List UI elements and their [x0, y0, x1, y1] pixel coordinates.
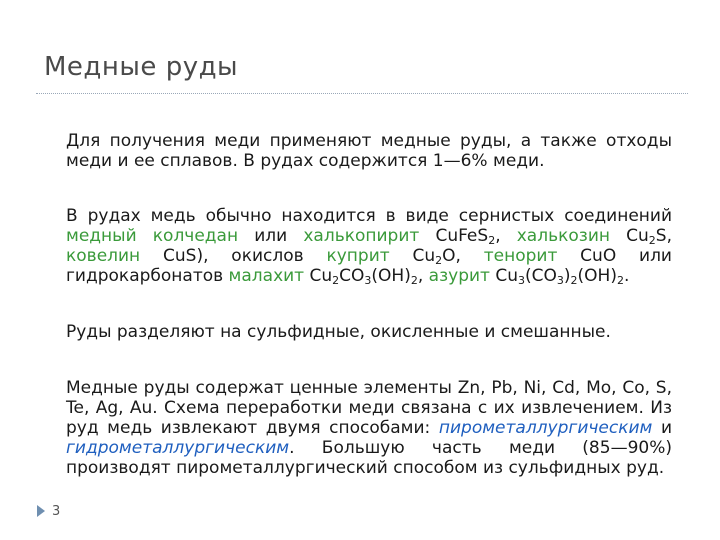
formula: (OH) [371, 266, 411, 286]
formula: Cu [304, 266, 333, 286]
text-segment: В рудах медь обычно находится в виде сернистых соединений [66, 206, 672, 226]
paragraph-intro: Для получения меди применяют медные руды, а также отходы меди и ее сплавов. В рудах содержится 1—6% меди. [66, 131, 672, 171]
slide-title: Медные руды [44, 52, 239, 82]
formula-subscript: 2 [616, 274, 624, 287]
mineral-name: азурит [428, 266, 490, 286]
formula: (OH) [577, 266, 617, 286]
mineral-name: халькозин [516, 226, 610, 246]
text-segment: или [238, 226, 304, 246]
mineral-name: халькопирит [303, 226, 420, 246]
formula-subscript: 3 [556, 274, 564, 287]
paragraph-minerals [66, 206, 672, 286]
formula: (CO [525, 266, 557, 286]
text-segment: CuS), окислов [140, 246, 327, 266]
formula: ) [563, 266, 571, 286]
formula-subscript: 3 [518, 274, 525, 287]
text-segment: и [652, 418, 672, 438]
formula-subscript: 2 [332, 274, 340, 287]
text-segment: . Большую часть меди (85—90%) производят пирометаллургический способом из сульфидных руд. [66, 438, 672, 478]
mineral-name: куприт [326, 246, 390, 266]
mineral-name: ковелин [66, 246, 141, 266]
formula: S, [655, 226, 672, 246]
method-name: пирометаллургическим [438, 418, 653, 438]
formula: Cu [389, 246, 436, 266]
mineral-name: малахит [228, 266, 305, 286]
mineral-name: тенорит [483, 246, 558, 266]
mineral-name: медный колчедан [66, 226, 239, 246]
formula: CO [339, 266, 365, 286]
formula-subscript: 2 [488, 234, 496, 247]
title-divider [36, 93, 688, 94]
formula-subscript: 2 [435, 254, 443, 267]
paragraph-ore-types: Руды разделяют на сульфидные, окисленные и смешанные. [66, 322, 611, 342]
page-number: 3 [52, 504, 61, 519]
formula-subscript: 3 [364, 274, 372, 287]
text-segment: CuO или гидрокарбонатов [66, 246, 672, 286]
method-name: гидрометаллургическим [66, 438, 290, 458]
formula-subscript: 2 [648, 234, 656, 247]
formula: , [495, 226, 517, 246]
formula-subscript: 2 [410, 274, 418, 287]
formula-subscript: 2 [570, 274, 578, 287]
formula: CuFeS [419, 226, 489, 246]
formula: . [623, 266, 630, 286]
formula: O, [442, 246, 484, 266]
formula: , [417, 266, 429, 286]
formula: Cu [489, 266, 518, 286]
formula: Cu [609, 226, 649, 246]
text-segment: Медные руды содержат ценные элементы Zn, Pb, Ni, Cd, Mo, Co, S, Te, Ag, Au. Схема переработки меди связана с их извлечением. Из руд медь извлекают двумя способами: [66, 378, 672, 438]
slide-marker-icon [37, 505, 45, 517]
paragraph-processing [66, 378, 672, 478]
